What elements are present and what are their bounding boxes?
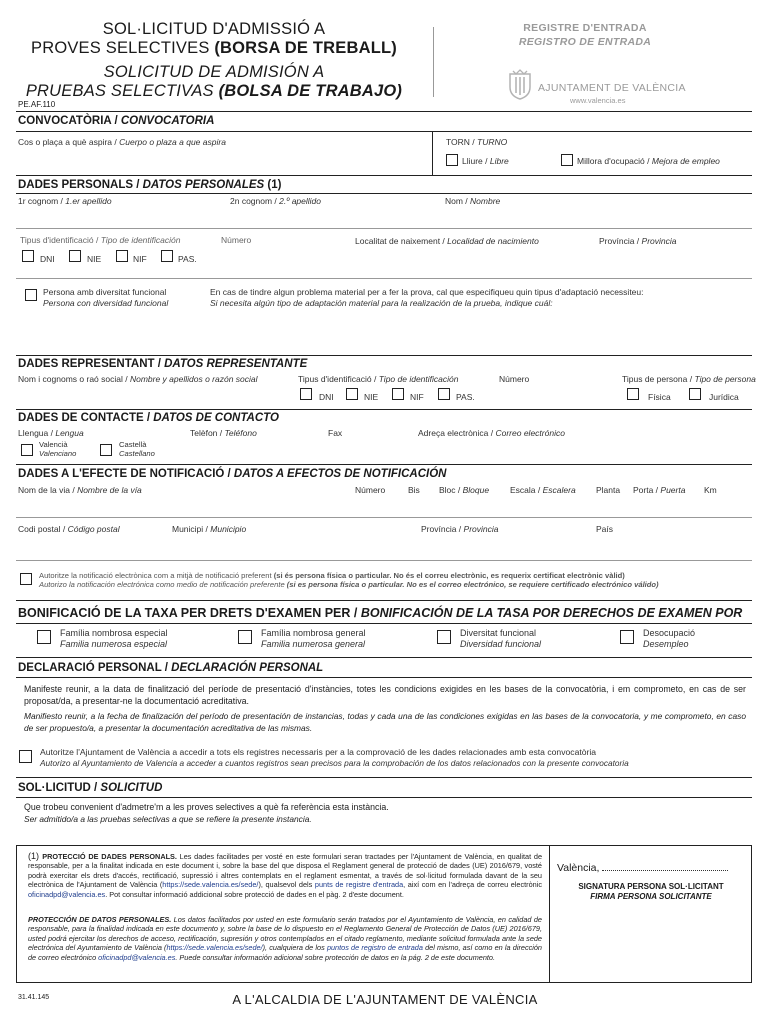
tipus-id-label-ca: Tipus d'identificació / <box>20 235 101 245</box>
rep-nom-label-ca: Nom i cognoms o raó social / <box>18 374 130 384</box>
cognom2-label-ca: 2n cognom / <box>230 196 280 206</box>
website: www.valencia.es <box>570 96 626 105</box>
sollicitud-text-ca: Que trobeu convenient d'admetre'm a les proves selectives a què fa referència esta instància. <box>24 802 389 812</box>
rep-nif-label: NIF <box>410 392 424 402</box>
dni-checkbox[interactable] <box>22 250 34 262</box>
rule <box>16 228 752 229</box>
personal-heading-note: (1) <box>264 179 282 191</box>
lliure-checkbox[interactable] <box>446 154 458 166</box>
declaracio-heading-es: DECLARACIÓN PERSONAL <box>171 662 324 674</box>
rule <box>16 355 752 356</box>
sede-link-ca[interactable]: https://sede.valencia.es/sede/ <box>162 880 259 890</box>
nif-label: NIF <box>133 254 147 264</box>
punts-registre-link[interactable]: punts de registre d'entrada <box>314 880 404 890</box>
familia-especial-es: Familia numerosa especial <box>60 638 168 649</box>
notificacio-electronica-label-ca <box>39 571 625 580</box>
sollicitud-text-es: Ser admitido/a a las pruebas selectivas a que se refiere la presente instancia. <box>24 814 312 824</box>
email-label <box>418 428 565 438</box>
lliure-label-es: Libre <box>489 156 509 166</box>
familia-general-es: Familia numerosa general <box>261 638 366 649</box>
rep-juridica-label: Jurídica <box>709 392 739 402</box>
legal-ca-6: . Pot consultar informació addicional sobre protecció de dades en el pàg. 2 d'este document. <box>105 889 404 899</box>
autoritze-registres-label-ca: Autoritze l'Ajuntament de València a accedir a tots els registres necessaris per a la comprovació de les dades relacionades amb esta convocatòria <box>40 747 597 757</box>
tipus-id-label-es: Tipo de identificación <box>100 235 181 245</box>
legal-text-es <box>28 915 542 962</box>
email-input[interactable] <box>418 440 748 458</box>
rep-fisica-checkbox[interactable] <box>627 388 639 400</box>
diversitat-checkbox[interactable] <box>25 289 37 301</box>
llengua-label <box>18 428 84 438</box>
diversitat-funcional-checkbox[interactable] <box>437 630 451 644</box>
signature-area[interactable] <box>555 905 747 979</box>
rep-persona-label-es: Tipo de persona <box>694 374 756 384</box>
cp-label-ca: Codi postal / <box>18 524 68 534</box>
numero-label: Número <box>221 235 252 245</box>
signature-label-ca: SIGNATURA PERSONA SOL·LICITANT <box>578 882 724 891</box>
familia-especial-checkbox[interactable] <box>37 630 51 644</box>
cos-label <box>18 137 226 147</box>
ajuntament-name: AJUNTAMENT DE VALÈNCIA <box>538 82 686 94</box>
not-autoritze-ca-b: (si és persona física o particular. No és el correu electrònic, es requerix certificat electrònic vàlid) <box>273 571 625 580</box>
rep-nom-label <box>18 374 258 384</box>
millora-label-es: Mejora de empleo <box>651 156 720 166</box>
porta-label <box>633 485 685 495</box>
rep-dni-checkbox[interactable] <box>300 388 312 400</box>
legal-ca-3: Les dades facilitades per vosté en este formulari seran tractades per l'Ajuntament de València, en qualitat de responsable, per a la finalitat indicada en este document i, sobre la base del que disposa el Reglament general de protecció de dades (UE) 2016/679, vosté podrà exercitar els drets d'accés, rectificació, supressió i altres contemplats en el reglament esmentat, a través de sol·licitud formulada davant de la seu electrònica de l'Ajuntament de València ( <box>28 852 542 890</box>
localitat-label <box>355 236 539 246</box>
telefon-label-es: Teléfono <box>224 428 257 438</box>
declaracio-text-ca: Manifeste reunir, a la data de finalització del període de presentació d'instàncies, totes les condicions exigides en les bases de la convocatòria, i em comprometo, en cas de ser proposat/da, a presentar-ne la documentació acreditativa. <box>24 684 746 707</box>
millora-label <box>577 156 720 166</box>
rep-numero-input[interactable] <box>499 386 614 404</box>
rep-tipus-label-ca: Tipus d'identificació / <box>298 374 379 384</box>
telefon-label-ca: Telèfon / <box>190 428 225 438</box>
rule <box>16 517 752 518</box>
bis-label: Bis <box>408 485 420 495</box>
declaracio-text-es: Manifiesto reunir, a la fecha de finalización del período de presentación de instancias, todas y cada una de las condiciones exigidas en las bases de la convocatoria, y me comprometo, en caso de ser propuesto/a, a presentar la documentación acreditativa de las mismas. <box>24 711 746 734</box>
municipi-label-es: Municipio <box>210 524 247 534</box>
form-title-valencian <box>0 20 428 58</box>
rep-nom-label-es: Nombre y apellidos o razón social <box>129 374 258 384</box>
diversitat-label-es: Persona con diversidad funcional <box>43 298 169 308</box>
familia-general-label <box>261 628 366 649</box>
declaracio-heading-ca: DECLARACIÓ PERSONAL / <box>18 662 172 674</box>
millora-checkbox[interactable] <box>561 154 573 166</box>
valencia-checkbox[interactable] <box>21 444 33 456</box>
provincia-label-ca: Província / <box>599 236 642 246</box>
title-ca-line1: SOL·LICITUD D'ADMISSIÓ A <box>102 20 326 38</box>
castella-label-ca: Castellà <box>119 440 147 449</box>
title-es-line1: SOLICITUD DE ADMISIÓN A <box>103 63 325 81</box>
signature-place-label: València, <box>557 862 603 874</box>
section-dades-personals <box>18 179 281 191</box>
rep-tipus-label <box>298 374 458 384</box>
contacte-heading-es: DATOS DE CONTACTO <box>153 412 279 424</box>
localitat-label-ca: Localitat de naixement / <box>355 236 448 246</box>
puntos-registro-link[interactable]: puntos de registro de entrada <box>326 943 423 953</box>
nom-label-ca: Nom / <box>445 196 471 206</box>
familia-general-ca: Família nombrosa general <box>261 628 366 638</box>
numero-input[interactable] <box>221 248 341 266</box>
ajuntament-crest-icon <box>505 68 535 100</box>
rule <box>16 464 752 465</box>
desocupacio-checkbox[interactable] <box>620 630 634 644</box>
section-declaracio <box>18 662 323 674</box>
nom-label <box>445 196 500 206</box>
rep-persona-label-ca: Tipus de persona / <box>622 374 695 384</box>
rule <box>16 657 752 658</box>
convocatoria-heading-es: CONVOCATORIA <box>120 115 215 127</box>
representant-heading-es: DATOS REPRESENTANTE <box>164 358 308 370</box>
not-provincia-label-ca: Província / <box>421 524 464 534</box>
rule <box>16 193 752 194</box>
sede-link-es[interactable]: https://sede.valencia.es/sede/ <box>166 943 263 953</box>
personal-heading-ca: DADES PERSONALS / <box>18 179 143 191</box>
desocupacio-label <box>643 628 695 649</box>
torn-label-es: TURNO <box>477 137 508 147</box>
nom-input[interactable] <box>445 206 745 226</box>
diversitat-funcional-label <box>460 628 541 649</box>
via-input[interactable] <box>18 497 348 515</box>
lliure-label-ca: Lliure / <box>462 156 490 166</box>
familia-general-checkbox[interactable] <box>238 630 252 644</box>
rule-top <box>16 111 752 112</box>
legal-ca-5: , així com en l'adreça de correu electrònic <box>403 880 542 890</box>
escala-label <box>510 485 576 495</box>
email-label-es: Correo electrónico <box>495 428 565 438</box>
pas-checkbox[interactable] <box>161 250 173 262</box>
section-bonificacio <box>18 606 742 620</box>
bonificacio-heading-ca: BONIFICACIÓ DE LA TAXA PER DRETS D'EXAMEN PER / <box>18 606 361 620</box>
familia-especial-ca: Família nombrosa especial <box>60 628 168 638</box>
millora-label-ca: Millora d'ocupació / <box>577 156 652 166</box>
cognom1-input[interactable] <box>18 206 218 226</box>
personal-heading-es: DATOS PERSONALES <box>142 179 265 191</box>
telefon-label <box>190 428 257 438</box>
lliure-label <box>462 156 509 166</box>
adaptacio-label-es: Si necesita algún tipo de adaptación material para la realización de la prueba, indique cuál: <box>210 298 553 308</box>
bloc-label <box>439 485 489 495</box>
not-numero-label: Número <box>355 485 386 495</box>
rule <box>16 600 752 601</box>
section-convocatoria <box>18 115 214 127</box>
rule <box>16 677 752 678</box>
cos-label-ca: Cos o plaça a què aspira / <box>18 137 120 147</box>
legal-es-3: ), cualquiera de los <box>262 943 327 953</box>
footer-addressee: A L'ALCALDIA DE L'AJUNTAMENT DE VALÈNCIA <box>232 992 538 1007</box>
escala-label-ca: Escala / <box>510 485 543 495</box>
cognom1-label-es: 1.er apellido <box>65 196 112 206</box>
bonificacio-heading-es: BONIFICACIÓN DE LA TASA POR DERECHOS DE EXAMEN POR <box>360 606 743 620</box>
not-provincia-label <box>421 524 499 534</box>
familia-especial-label <box>60 628 168 649</box>
section-contacte <box>18 412 279 424</box>
valencia-label-ca: Valencià <box>39 440 68 449</box>
cognom1-label-ca: 1r cognom / <box>18 196 66 206</box>
title-ca-line2a: PROVES SELECTIVES <box>31 39 215 57</box>
cognom1-label <box>18 196 112 206</box>
email-dpd-link-ca[interactable]: oficinadpd@valencia.es <box>28 889 106 899</box>
legal-heading-es: PROTECCIÓN DE DATOS PERSONALES. <box>28 915 172 924</box>
torn-label <box>446 137 507 147</box>
diversitat-funcional-es: Diversidad funcional <box>460 638 542 649</box>
porta-label-es: Puerta <box>660 485 686 495</box>
rep-nif-checkbox[interactable] <box>392 388 404 400</box>
legal-es-5: . Puede consultar información adicional sobre protección de datos en la pág. 2 de este documento. <box>175 952 496 962</box>
planta-label: Planta <box>596 485 621 495</box>
signature-label-es: FIRMA PERSONA SOLICITANTE <box>590 892 712 901</box>
valencia-label <box>39 441 76 458</box>
nom-label-es: Nombre <box>470 196 501 206</box>
telefon-input[interactable] <box>190 440 318 458</box>
rule <box>16 409 752 410</box>
rule <box>16 623 752 624</box>
rule <box>16 777 752 778</box>
tipus-id-label <box>20 235 180 245</box>
cognom2-input[interactable] <box>230 206 430 226</box>
fax-label: Fax <box>328 428 343 438</box>
sollicitud-heading-es: SOLICITUD <box>100 782 163 794</box>
legal-es-4: del mismo, así como en la dirección de correo electrónico <box>28 943 542 962</box>
not-autoritze-es-b: (si es persona física o particular. No es el correo electrónico, se requiere certificado electrónico válido) <box>286 580 659 589</box>
title-es-line2b: (BOLSA DE TRABAJO) <box>218 82 403 100</box>
torn-divider <box>432 131 433 175</box>
bloc-label-ca: Bloc / <box>439 485 463 495</box>
title-ca-line2b: (BORSA DE TREBALL) <box>214 39 397 57</box>
rep-numero-label: Número <box>499 374 530 384</box>
nie-label: NIE <box>87 254 102 264</box>
cp-label-es: Código postal <box>67 524 120 534</box>
torn-label-ca: TORN / <box>446 137 478 147</box>
rule <box>16 131 752 132</box>
notificacio-heading-ca: DADES A L'EFECTE DE NOTIFICACIÓ / <box>18 468 234 480</box>
municipi-input[interactable] <box>172 536 407 554</box>
legal-heading-ca: PROTECCIÓ DE DADES PERSONALS. <box>42 852 177 861</box>
nif-checkbox[interactable] <box>116 250 128 262</box>
cognom2-label <box>230 196 321 206</box>
diversitat-label-ca: Persona amb diversitat funcional <box>43 287 167 297</box>
diversitat-funcional-ca: Diversitat funcional <box>460 628 537 638</box>
cos-input[interactable] <box>18 148 428 172</box>
section-representant <box>18 358 307 370</box>
via-label-ca: Nom de la via / <box>18 485 78 495</box>
header-divider <box>433 27 434 97</box>
bloc-label-es: Bloque <box>462 485 490 495</box>
legal-text-ca <box>28 852 542 899</box>
rep-dni-label: DNI <box>319 392 334 402</box>
provincia-label <box>599 236 677 246</box>
rep-tipus-label-es: Tipo de identificación <box>378 374 459 384</box>
pais-label: País <box>596 524 614 534</box>
signature-place <box>557 861 728 874</box>
notificacio-electronica-checkbox[interactable] <box>20 573 32 585</box>
legal-ca-4: ), qualsevol dels <box>258 880 315 890</box>
not-autoritze-es-a: Autorizo la notificación electrónica como medio de notificación preferente <box>39 580 287 589</box>
provincia-label-es: Provincia <box>641 236 677 246</box>
email-label-ca: Adreça electrònica / <box>418 428 496 438</box>
form-title-spanish <box>0 63 428 101</box>
cos-label-es: Cuerpo o plaza a que aspira <box>119 137 226 147</box>
signature-date-line[interactable] <box>602 861 728 871</box>
fax-input[interactable] <box>328 440 408 458</box>
castella-label <box>119 441 155 458</box>
not-provincia-label-es: Provincia <box>463 524 499 534</box>
localitat-label-es: Localidad de nacimiento <box>447 236 539 246</box>
section-sollicitud <box>18 782 162 794</box>
rep-nom-input[interactable] <box>18 386 288 404</box>
nie-checkbox[interactable] <box>69 250 81 262</box>
rep-pas-checkbox[interactable] <box>438 388 450 400</box>
sollicitud-heading-ca: SOL·LICITUD / <box>18 782 101 794</box>
municipi-label <box>172 524 246 534</box>
rule <box>16 175 752 176</box>
adaptacio-input[interactable] <box>210 310 750 350</box>
form-code: PE.AF.110 <box>18 100 56 109</box>
pas-label: PAS. <box>178 254 197 264</box>
cp-label <box>18 524 120 534</box>
castella-label-es: Castellano <box>119 448 155 458</box>
legal-note-number: (1) <box>28 851 43 861</box>
footer-code: 31.41.145 <box>18 994 50 1001</box>
cp-input[interactable] <box>18 536 158 554</box>
cognom2-label-es: 2.º apellido <box>279 196 321 206</box>
rule <box>16 278 752 279</box>
llengua-label-es: Lengua <box>55 428 84 438</box>
rep-nie-label: NIE <box>364 392 379 402</box>
notificacio-electronica-label-es <box>39 580 659 589</box>
autoritze-registres-checkbox[interactable] <box>19 750 32 763</box>
via-label <box>18 485 142 495</box>
adaptacio-label-ca: En cas de tindre algun problema material per a fer la prova, cal que especifiqueu quin tipus d'adaptació necessiteu: <box>210 287 644 297</box>
rep-juridica-checkbox[interactable] <box>689 388 701 400</box>
dni-label: DNI <box>40 254 55 264</box>
rule <box>16 560 752 561</box>
rep-persona-label <box>622 374 756 384</box>
registre-entrada-es: REGISTRO DE ENTRADA <box>518 36 652 48</box>
km-label: Km <box>704 485 717 495</box>
convocatoria-heading-ca: CONVOCATÒRIA / <box>18 115 121 127</box>
rep-nie-checkbox[interactable] <box>346 388 358 400</box>
contacte-heading-ca: DADES DE CONTACTE / <box>18 412 154 424</box>
desocupacio-ca: Desocupació <box>643 628 696 638</box>
notificacio-heading-es: DATOS A EFECTOS DE NOTIFICACIÓN <box>233 468 447 480</box>
municipi-label-ca: Municipi / <box>172 524 211 534</box>
llengua-label-ca: Llengua / <box>18 428 56 438</box>
section-notificacio <box>18 468 446 480</box>
valencia-label-es: Valenciano <box>39 448 77 458</box>
legal-es-2: Los datos facilitados por usted en este formulario serán tratados por el Ayuntamiento de València, en calidad de responsable, para la finalidad indicada en este documento y, sobre la base de lo dispuesto en el Reglamento General de Protección de Datos (UE) 2016/679, usted podrá ejercitar los derechos de acceso, rectificación, supresión y otros contemplados en el citado reglamento, mediante solicitud formulada ante la sede electrónica del Ayuntamiento de València ( <box>28 915 542 953</box>
rep-pas-label: PAS. <box>456 392 475 402</box>
via-label-es: Nombre de la vía <box>77 485 142 495</box>
porta-label-ca: Porta / <box>633 485 661 495</box>
autoritze-registres-label-es: Autorizo al Ayuntamiento de Valencia a acceder a cuantos registros sean precisos para la comprobación de los datos relacionados con la presente convocatoria <box>40 758 629 768</box>
escala-label-es: Escalera <box>542 485 576 495</box>
desocupacio-es: Desempleo <box>643 638 689 649</box>
registre-entrada-ca: REGISTRE D'ENTRADA <box>523 22 647 34</box>
rep-fisica-label: Física <box>648 392 671 402</box>
not-autoritze-ca-a: Autoritze la notificació electrònica com a mitjà de notificació preferent <box>39 571 274 580</box>
rule <box>16 797 752 798</box>
castella-checkbox[interactable] <box>100 444 112 456</box>
title-es-line2a: PRUEBAS SELECTIVAS <box>25 82 219 100</box>
email-dpd-link-es[interactable]: oficinadpd@valencia.es <box>98 952 176 962</box>
representant-heading-ca: DADES REPRESENTANT / <box>18 358 165 370</box>
